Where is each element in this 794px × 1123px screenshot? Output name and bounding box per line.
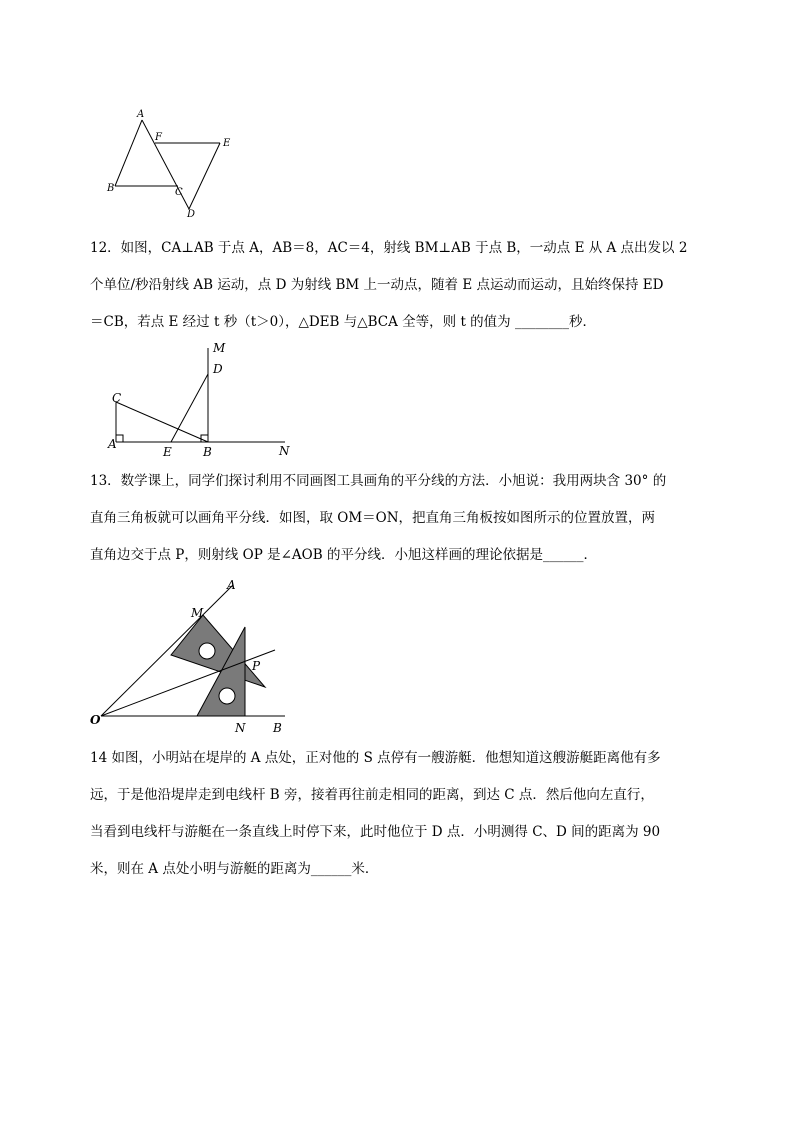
label-d: D (213, 362, 223, 376)
q14-line-1: 14 如图，小明站在堤岸的 A 点处，正对他的 S 点停有一艘游艇．他想知道这艘游艇距离他有多 (90, 750, 661, 766)
label-d: D (187, 209, 196, 220)
q13-line-2: 直角三角板就可以画角平分线．如图，取 OM＝ON，把直角三角板按如图所示的位置放置，两 (90, 510, 656, 526)
q14-line-2: 远，于是他沿堤岸走到电线杆 B 旁，接着再往前走相同的距离，到达 C 点．然后他向左直行， (90, 787, 654, 803)
q14-line-3: 当看到电线杆与游艇在一条直线上时停下来，此时他位于 D 点．小明测得 C、D 间的距离为 90 (90, 824, 661, 840)
q12-line-2: 个单位/秒沿射线 AB 运动，点 D 为射线 BM 上一动点，随着 E 点运动而运动，且始终保持 ED (90, 277, 664, 293)
segment-ab (115, 120, 142, 186)
label-b: B (203, 445, 212, 459)
label-a: A (137, 109, 145, 120)
q12-line-3: ＝CB，若点 E 经过 t 秒（t＞0），△DEB 与△BCA 全等，则 t 的值为 ________秒． (90, 314, 596, 330)
figure-q13 (85, 575, 295, 740)
label-o: O (90, 713, 101, 727)
label-e: E (223, 138, 231, 149)
label-p: P (252, 659, 261, 673)
segment-ed (171, 374, 208, 442)
q13-line-1: 13．数学课上，同学们探讨利用不同画图工具画角的平分线的方法．小旭说：我用两块含 30° 的 (90, 473, 667, 489)
question-13 (90, 463, 710, 574)
q14-line-4: 米，则在 A 点处小明与游艇的距离为______米． (90, 861, 379, 877)
hole-circle-n (219, 688, 235, 704)
label-n: N (235, 721, 246, 735)
label-a: A (108, 437, 117, 451)
label-m: M (191, 606, 204, 620)
figure-triangles (105, 105, 245, 220)
q12-line-1: 12．如图，CA⊥AB 于点 A，AB＝8，AC＝4，射线 BM⊥AB 于点 B，一动点 E 从 A 点出发以 2 (90, 240, 688, 256)
segment-cb (116, 402, 208, 442)
q13-line-3: 直角边交于点 P，则射线 OP 是∠AOB 的平分线．小旭这样画的理论依据是______． (90, 547, 597, 563)
label-b: B (273, 721, 282, 735)
segment-ed (189, 143, 220, 209)
label-e: E (163, 445, 172, 459)
label-f: F (155, 132, 162, 143)
right-angle-mark-a (116, 435, 123, 442)
label-c: C (112, 391, 122, 405)
label-m: M (213, 341, 226, 355)
label-b: B (107, 183, 115, 194)
question-14 (90, 740, 710, 888)
hole-circle-m (199, 643, 215, 659)
label-a: A (227, 578, 236, 592)
question-12 (90, 230, 710, 341)
label-c: C (175, 187, 183, 198)
label-n: N (279, 444, 290, 458)
figure-q12 (105, 338, 300, 463)
